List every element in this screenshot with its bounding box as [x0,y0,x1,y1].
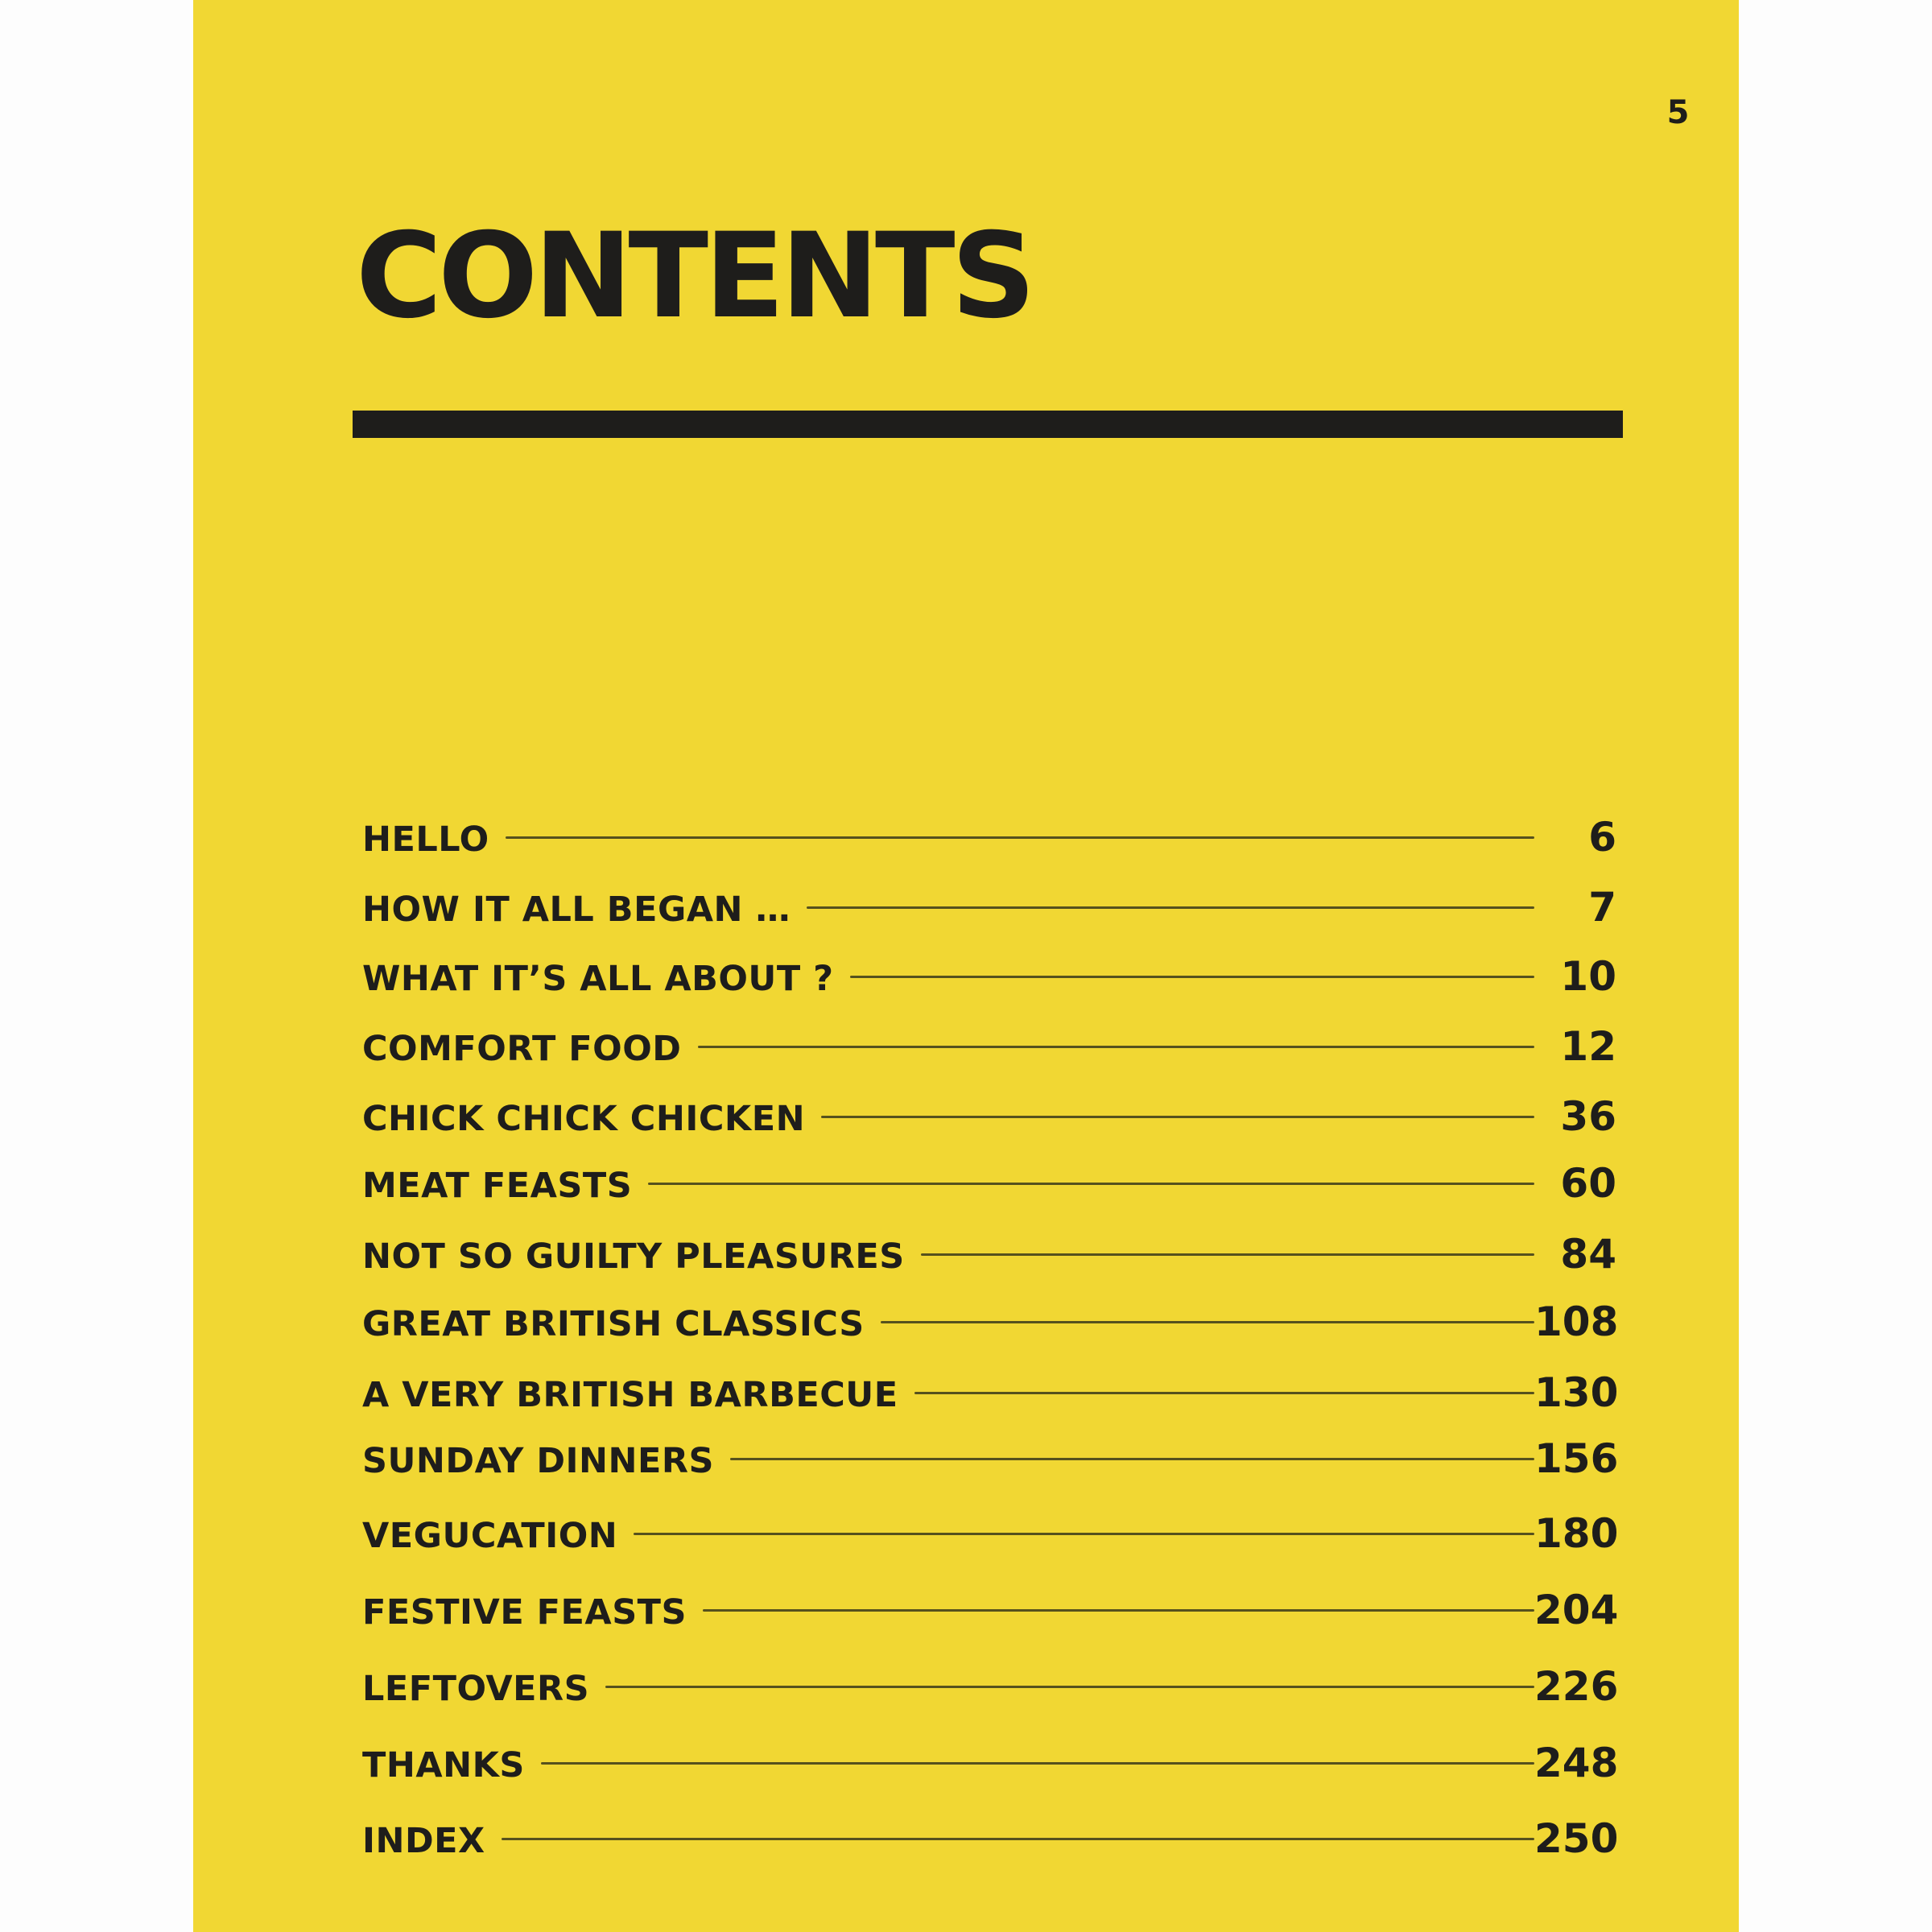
toc-row-label: SUNDAY DINNERS [362,1441,714,1481]
toc-page-number: 250 [1534,1815,1619,1862]
toc-row-label: THANKS [362,1745,525,1785]
toc-page-number: 7 [1588,884,1616,931]
toc-row [362,1231,1616,1278]
toc-row [362,814,1616,861]
toc-leader-line [914,1392,1534,1394]
toc-row-label: HOW IT ALL BEGAN … [362,890,791,930]
page-number-folio: 5 [1666,94,1690,131]
toc-leader-line [850,976,1534,978]
toc-row-label: CHICK CHICK CHICKEN [362,1099,806,1139]
toc-row-label: A VERY BRITISH BARBECUE [362,1375,898,1415]
toc-row [362,1369,1619,1416]
toc-leader-line [634,1533,1534,1535]
toc-row [362,1160,1616,1207]
toc-row-label: HELLO [362,819,489,860]
toc-leader-line [506,836,1534,839]
toc-row-label: WHAT IT’S ALL ABOUT ? [362,959,834,999]
toc-row-label: COMFORT FOOD [362,1029,682,1069]
toc-page-number: 130 [1534,1369,1619,1416]
toc-row [362,1663,1619,1710]
toc-row-label: NOT SO GUILTY PLEASURES [362,1236,905,1277]
toc-row [362,1435,1619,1482]
toc-page-number: 36 [1560,1093,1616,1140]
toc-row-label: VEGUCATION [362,1516,618,1556]
toc-leader-line [703,1609,1534,1612]
toc-page-number: 108 [1534,1298,1619,1345]
toc-row-label: GREAT BRITISH CLASSICS [362,1304,865,1344]
page-title: CONTENTS [356,208,1032,345]
toc-page-number: 60 [1560,1160,1616,1207]
toc-row [362,1587,1619,1633]
toc-page-number: 10 [1560,953,1616,1000]
toc-leader-line [921,1253,1534,1256]
toc-row [362,1740,1619,1786]
contents-page [193,0,1739,1932]
toc-row [362,1510,1619,1557]
toc-row [362,1093,1616,1140]
toc-row-label: LEFTOVERS [362,1669,590,1709]
toc-row [362,1298,1619,1345]
toc-row [362,953,1616,1000]
toc-page-number: 6 [1588,814,1616,861]
toc-row [362,1815,1619,1862]
toc-page-number: 204 [1534,1587,1619,1633]
toc-leader-line [605,1686,1534,1688]
toc-page-number: 156 [1534,1435,1619,1482]
toc-page-number: 248 [1534,1740,1619,1786]
toc-row-label: INDEX [362,1821,485,1861]
toc-row [362,1023,1616,1070]
toc-row [362,884,1616,931]
toc-page-number: 12 [1560,1023,1616,1070]
toc-page-number: 226 [1534,1663,1619,1710]
toc-page-number: 84 [1560,1231,1616,1278]
toc-leader-line [821,1116,1534,1118]
toc-list [193,0,1739,1932]
toc-leader-line [698,1046,1535,1048]
toc-row-label: FESTIVE FEASTS [362,1592,687,1633]
toc-leader-line [502,1838,1534,1840]
toc-leader-line [730,1458,1534,1460]
toc-row-label: MEAT FEASTS [362,1166,633,1206]
toc-leader-line [648,1183,1534,1185]
toc-leader-line [541,1762,1534,1765]
toc-leader-line [881,1321,1534,1323]
toc-leader-line [807,906,1534,909]
toc-page-number: 180 [1534,1510,1619,1557]
